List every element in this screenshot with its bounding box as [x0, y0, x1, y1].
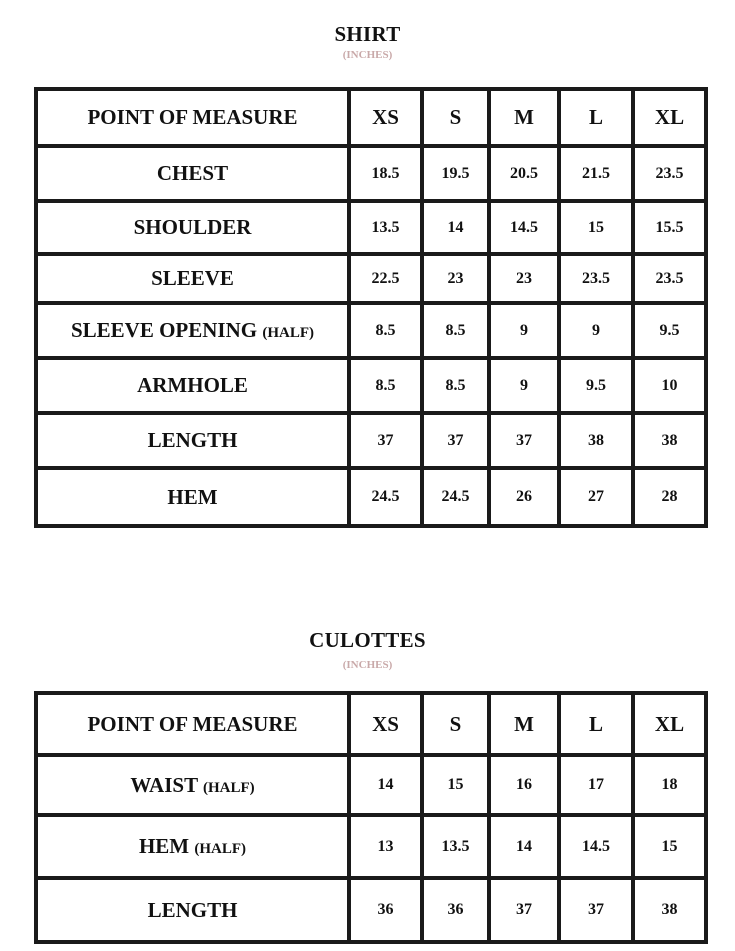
culottes-measure-label: HEM	[138, 834, 190, 858]
culottes-measure-label: LENGTH	[147, 897, 238, 922]
shirt-value-cell: 23.5	[559, 254, 633, 303]
culottes-value-cell: 14	[349, 755, 422, 815]
shirt-measure-label: SHOULDER	[133, 215, 252, 239]
shirt-value-cell: 19.5	[422, 146, 489, 201]
shirt-value-cell: 9	[489, 303, 559, 358]
shirt-value-cell: 18.5	[349, 146, 422, 201]
culottes-value-cell: 14.5	[559, 815, 633, 878]
culottes-header-measure: POINT OF MEASURE	[36, 693, 349, 755]
culottes-value-cell: 17	[559, 755, 633, 815]
culottes-value-cell: 15	[422, 755, 489, 815]
shirt-measure-label: SLEEVE	[151, 266, 234, 290]
culottes-value-cell: 37	[489, 878, 559, 942]
culottes-unit-label: (INCHES)	[342, 659, 393, 671]
culottes-value-cell: 18	[633, 755, 706, 815]
culottes-measure-label-cell	[36, 815, 349, 878]
shirt-value-cell: 27	[559, 468, 633, 526]
culottes-value-cell: 13.5	[422, 815, 489, 878]
culottes-table-row	[36, 815, 706, 878]
culottes-size-table	[34, 691, 708, 944]
shirt-value-cell: 24.5	[422, 468, 489, 526]
shirt-value-cell: 13.5	[349, 201, 422, 254]
culottes-measure-label-cell	[36, 878, 349, 942]
culottes-header-size: XS	[349, 693, 422, 755]
shirt-table-row	[36, 413, 706, 468]
shirt-measure-label: SLEEVE OPENING	[70, 318, 258, 342]
shirt-value-cell: 14	[422, 201, 489, 254]
shirt-measure-label-cell	[36, 468, 349, 526]
shirt-value-cell: 37	[349, 413, 422, 468]
shirt-measure-label-cell	[36, 146, 349, 201]
shirt-header-size: M	[489, 89, 559, 146]
culottes-value-cell: 37	[559, 878, 633, 942]
shirt-table-row	[36, 303, 706, 358]
culottes-value-cell: 13	[349, 815, 422, 878]
shirt-value-cell: 9.5	[633, 303, 706, 358]
shirt-measure-label: HEM	[167, 484, 218, 509]
shirt-value-cell: 37	[422, 413, 489, 468]
shirt-size-table	[34, 87, 708, 528]
shirt-table-row	[36, 358, 706, 413]
culottes-measure-label-cell	[36, 755, 349, 815]
shirt-value-cell: 10	[633, 358, 706, 413]
shirt-measure-label-cell	[36, 201, 349, 254]
shirt-value-cell: 20.5	[489, 146, 559, 201]
shirt-table-row	[36, 201, 706, 254]
shirt-value-cell: 23.5	[633, 146, 706, 201]
shirt-value-cell: 22.5	[349, 254, 422, 303]
shirt-header-size: L	[559, 89, 633, 146]
culottes-value-cell: 15	[633, 815, 706, 878]
shirt-measure-label-cell	[36, 303, 349, 358]
culottes-table-row	[36, 878, 706, 942]
culottes-header-size: XL	[633, 693, 706, 755]
shirt-header-measure: POINT OF MEASURE	[36, 89, 349, 146]
shirt-value-cell: 9	[489, 358, 559, 413]
shirt-title: SHIRT	[334, 22, 401, 46]
culottes-measure-label: WAIST	[130, 772, 198, 797]
culottes-value-cell: 36	[422, 878, 489, 942]
culottes-value-cell: 36	[349, 878, 422, 942]
shirt-value-cell: 23	[422, 254, 489, 303]
shirt-value-cell: 15	[559, 201, 633, 254]
culottes-value-cell: 14	[489, 815, 559, 878]
shirt-value-cell: 38	[559, 413, 633, 468]
shirt-table-row	[36, 146, 706, 201]
culottes-value-cell: 38	[633, 878, 706, 942]
shirt-value-cell: 23	[489, 254, 559, 303]
shirt-measure-label: CHEST	[156, 161, 229, 185]
culottes-title: CULOTTES	[309, 628, 426, 652]
shirt-unit-label: (INCHES)	[342, 49, 393, 61]
shirt-value-cell: 38	[633, 413, 706, 468]
shirt-value-cell: 28	[633, 468, 706, 526]
shirt-header-size: XL	[633, 89, 706, 146]
culottes-header-size: L	[559, 693, 633, 755]
shirt-value-cell: 37	[489, 413, 559, 468]
culottes-measure-note: (HALF)	[202, 779, 255, 796]
shirt-value-cell: 21.5	[559, 146, 633, 201]
shirt-table-row	[36, 468, 706, 526]
culottes-header-row	[36, 693, 706, 755]
culottes-header-size: M	[489, 693, 559, 755]
culottes-value-cell: 16	[489, 755, 559, 815]
shirt-value-cell: 8.5	[349, 358, 422, 413]
shirt-measure-label-cell	[36, 358, 349, 413]
shirt-measure-label: LENGTH	[147, 428, 238, 452]
shirt-header-size: XS	[349, 89, 422, 146]
culottes-measure-note: (HALF)	[194, 841, 247, 857]
shirt-value-cell: 8.5	[422, 358, 489, 413]
shirt-value-cell: 8.5	[349, 303, 422, 358]
shirt-value-cell: 23.5	[633, 254, 706, 303]
shirt-measure-label: ARMHOLE	[137, 373, 248, 397]
shirt-value-cell: 14.5	[489, 201, 559, 254]
shirt-value-cell: 15.5	[633, 201, 706, 254]
shirt-value-cell: 24.5	[349, 468, 422, 526]
shirt-measure-note: (HALF)	[262, 325, 315, 341]
shirt-header-row	[36, 89, 706, 146]
shirt-value-cell: 9.5	[559, 358, 633, 413]
shirt-header-size: S	[422, 89, 489, 146]
culottes-header-size: S	[422, 693, 489, 755]
shirt-table-row	[36, 254, 706, 303]
shirt-value-cell: 26	[489, 468, 559, 526]
shirt-measure-label-cell	[36, 254, 349, 303]
shirt-value-cell: 9	[559, 303, 633, 358]
shirt-value-cell: 8.5	[422, 303, 489, 358]
shirt-measure-label-cell	[36, 413, 349, 468]
culottes-table-row	[36, 755, 706, 815]
